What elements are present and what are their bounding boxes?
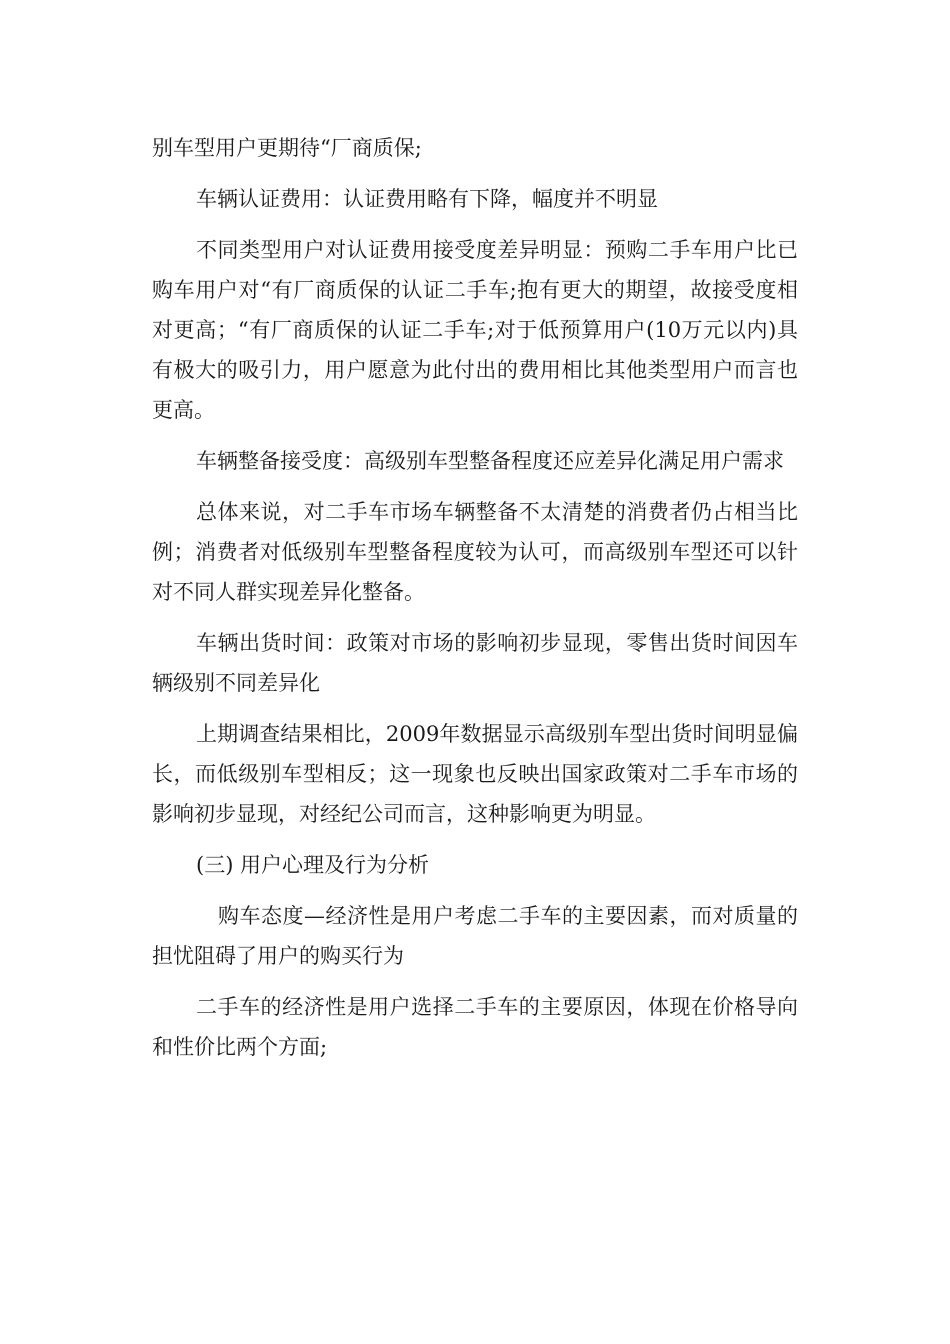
paragraph-delivery-body: 上期调查结果相比，2009年数据显示高级别车型出货时间明显偏长，而低级别车型相反；这一现象也反映出国家政策对二手车市场的影响初步显现，对经纪公司而言，这种影响更为明显。: [152, 722, 798, 826]
paragraph-preparation-body: 总体来说，对二手车市场车辆整备不太清楚的消费者仍占相当比例；消费者对低级别车型整备程度较为认可，而高级别车型还可以针对不同人群实现差异化整备。: [152, 500, 798, 604]
paragraph-preparation-heading: 车辆整备接受度：高级别车型整备程度还应差异化满足用户需求: [196, 449, 784, 473]
document-body: [152, 128, 798, 1078]
paragraph-purchase-attitude-heading: 购车态度—经济性是用户考虑二手车的主要因素，而对质量的担忧阻碍了用户的购买行为: [152, 904, 798, 968]
paragraph-economy-body: 二手车的经济性是用户选择二手车的主要原因，体现在价格导向和性价比两个方面;: [152, 995, 798, 1059]
paragraph-certification-fee-heading: 车辆认证费用：认证费用略有下降，幅度并不明显: [196, 187, 658, 211]
section-heading-user-psychology: (三) 用户心理及行为分析: [196, 853, 430, 877]
paragraph-delivery-heading: 车辆出货时间：政策对市场的影响初步显现，零售出货时间因车辆级别不同差异化: [152, 631, 798, 695]
paragraph-continued: 别车型用户更期待“厂商质保;: [152, 136, 422, 160]
paragraph-certification-fee-body: 不同类型用户对认证费用接受度差异明显：预购二手车用户比已购车用户对“有厂商质保的认证二手车;抱有更大的期望，故接受度相对更高；“有厂商质保的认证二手车;对于低预算用户(10万元以内)具有极大的吸引力，用户愿意为此付出的费用相比其他类型用户而言也更高。: [152, 238, 798, 422]
